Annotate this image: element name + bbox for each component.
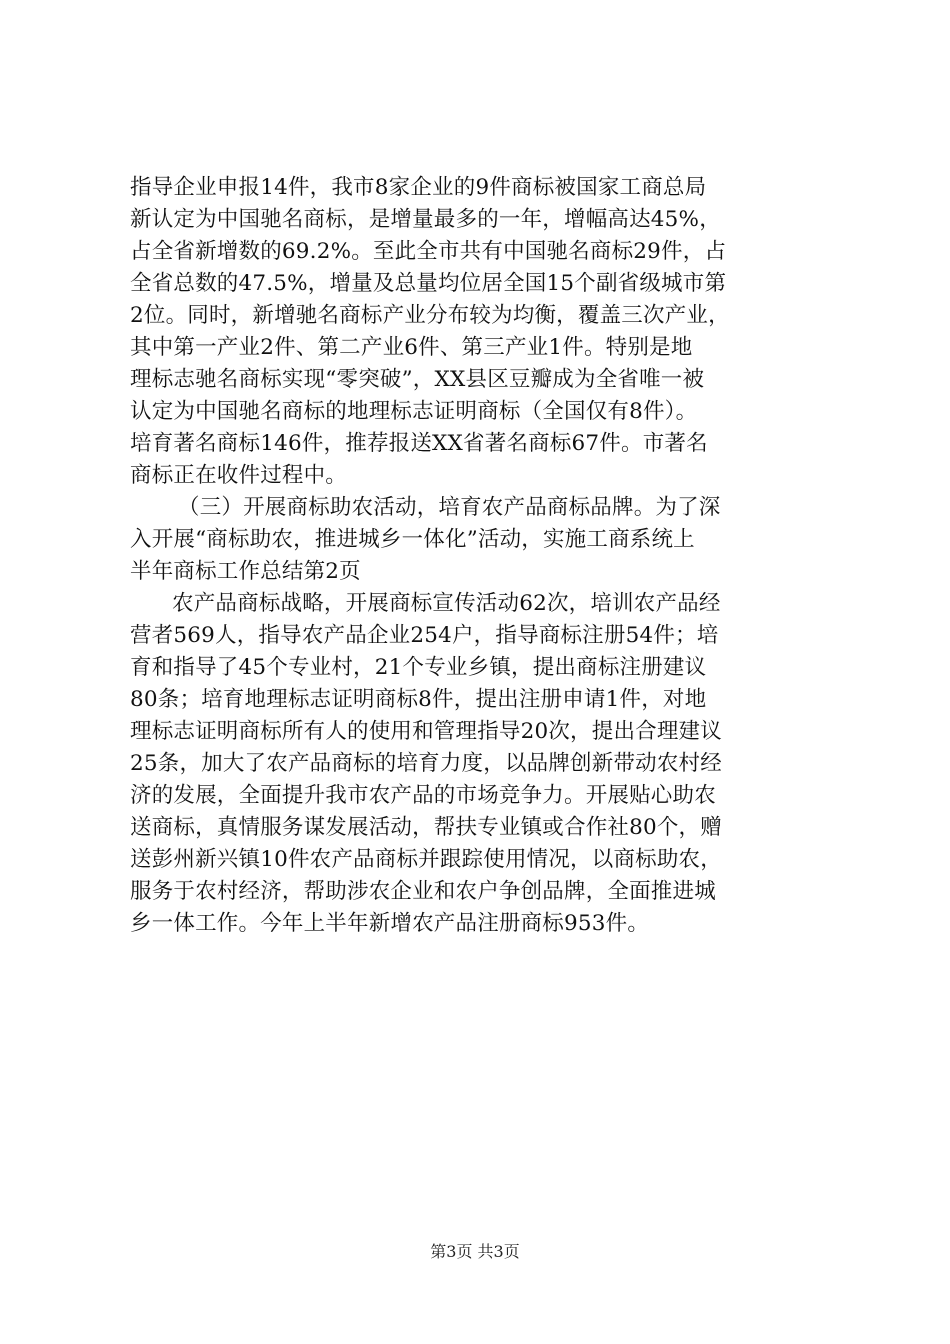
text-line: 80条；培育地理标志证明商标8件，提出注册申请1件，对地 xyxy=(130,687,707,712)
text-line: 育和指导了45个专业村，21个专业乡镇，提出商标注册建议 xyxy=(130,655,707,680)
text-line: 25条，加大了农产品商标的培育力度，以品牌创新带动农村经 xyxy=(130,751,722,776)
paragraph-3 xyxy=(130,588,830,940)
section-heading-line: （三）开展商标助农活动，培育农产品商标品牌。为了深 xyxy=(178,495,721,520)
text-line: 入开展“商标助农，推进城乡一体化”活动，实施工商系统上 xyxy=(130,527,695,552)
text-line: 商标正在收件过程中。 xyxy=(130,463,348,488)
text-line: 送彭州新兴镇10件农产品商标并跟踪使用情况，以商标助农， xyxy=(130,847,722,872)
paragraph-1 xyxy=(130,172,830,492)
text-line: 理标志证明商标所有人的使用和管理指导20次，提出合理建议 xyxy=(130,719,722,744)
text-line: 营者569人，指导农产品企业254户，指导商标注册54件；培 xyxy=(130,623,719,648)
document-body xyxy=(130,172,830,940)
text-line: 送商标，真情服务谋发展活动，帮扶专业镇或合作社80个，赠 xyxy=(130,815,722,840)
text-line: 半年商标工作总结第2页 xyxy=(130,559,361,584)
text-line: 2位。同时，新增驰名商标产业分布较为均衡，覆盖三次产业， xyxy=(130,303,730,328)
text-line: 服务于农村经济，帮助涉农企业和农户争创品牌，全面推进城 xyxy=(130,879,716,904)
text-line: 占全省新增数的69.2%。至此全市共有中国驰名商标29件，占 xyxy=(130,239,727,264)
text-line: 指导企业申报14件，我市8家企业的9件商标被国家工商总局 xyxy=(130,175,707,200)
text-line: 新认定为中国驰名商标，是增量最多的一年，增幅高达45%， xyxy=(130,207,721,232)
paragraph-2 xyxy=(130,492,830,588)
text-line: 培育著名商标146件，推荐报送XX省著名商标67件。市著名 xyxy=(130,431,708,456)
text-line: 其中第一产业2件、第二产业6件、第三产业1件。特别是地 xyxy=(130,335,693,360)
text-line: 全省总数的47.5%，增量及总量均位居全国15个副省级城市第 xyxy=(130,271,727,296)
text-line: 认定为中国驰名商标的地理标志证明商标（全国仅有8件）。 xyxy=(130,399,698,424)
page-footer: 第3页 共3页 xyxy=(430,1242,520,1261)
text-line: 济的发展，全面提升我市农产品的市场竞争力。开展贴心助农 xyxy=(130,783,716,808)
text-line: 理标志驰名商标实现“零突破”，XX县区豆瓣成为全省唯一被 xyxy=(130,367,705,392)
text-line: 农产品商标战略，开展商标宣传活动62次，培训农产品经 xyxy=(172,591,721,616)
text-line: 乡一体工作。今年上半年新增农产品注册商标953件。 xyxy=(130,911,650,936)
